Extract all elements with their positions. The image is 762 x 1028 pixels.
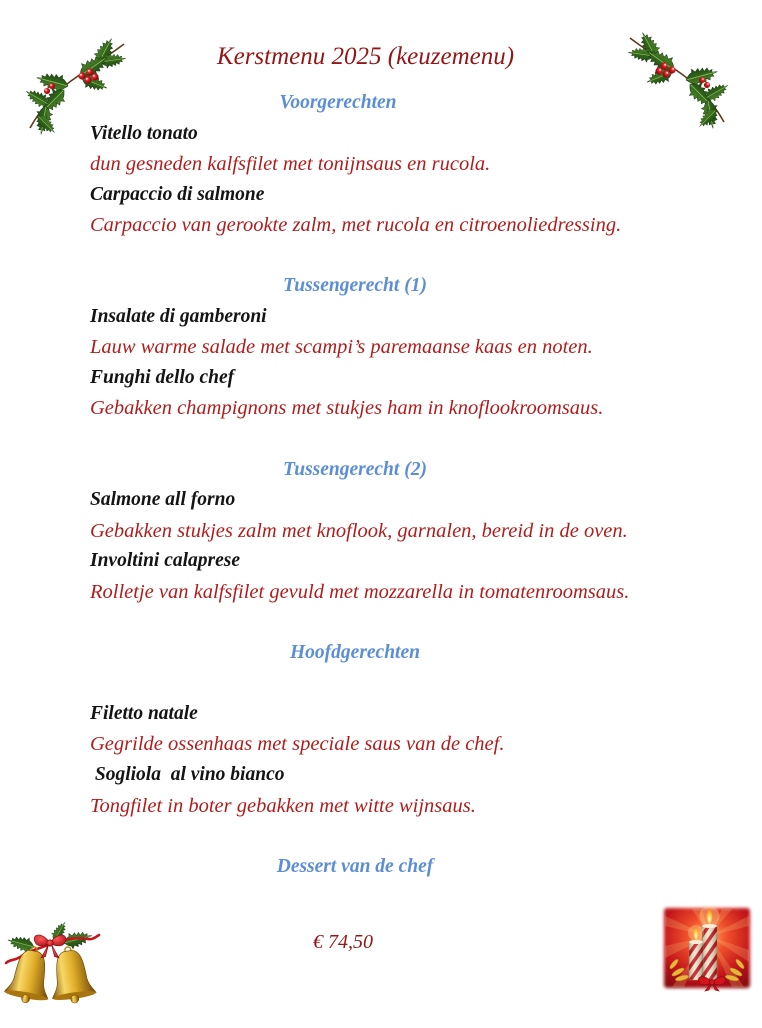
course-heading: Hoofdgerechten	[290, 641, 420, 663]
menu-body	[90, 88, 630, 882]
dish-name: Carpaccio di salmone	[90, 183, 265, 205]
christmas-candles-image	[662, 906, 752, 992]
dish-name: Involtini calaprese	[90, 550, 241, 572]
dish-name: Vitello tonato	[90, 122, 198, 144]
course-section	[90, 852, 620, 883]
dish-description: Carpaccio van gerookte zalm, met rucola en citroenoliedressing.	[90, 214, 622, 237]
course-section	[90, 638, 620, 821]
course-heading: Voorgerechten	[279, 92, 397, 113]
course-heading: Tussengerecht (1)	[283, 275, 427, 297]
dish-name: Insalate di gamberoni	[90, 305, 267, 327]
christmas-bells-image	[4, 927, 100, 1003]
dish-name: Sogliola al vino bianco	[90, 764, 285, 786]
course-section	[90, 271, 620, 424]
course-heading: Tussengerecht (2)	[283, 458, 427, 480]
dish-description: Tongfilet in boter gebakken met witte wijnsaus.	[90, 794, 476, 817]
dish-description: Lauw warme salade met scampi’s paremaanse kaas en noten.	[90, 336, 593, 359]
dish-description: Rolletje van kalfsfilet gevuld met mozzarella in tomatenroomsaus.	[90, 580, 630, 603]
dish-description: Gebakken champignons met stukjes ham in knoflookroomsaus.	[90, 397, 604, 420]
course-section	[90, 88, 620, 241]
course-heading: Dessert van de chef	[276, 855, 434, 877]
dish-description: dun gesneden kalfsfilet met tonijnsaus en rucola.	[90, 153, 491, 176]
course-section	[90, 455, 630, 608]
menu-price: € 74,50	[313, 931, 373, 953]
dish-name: Filetto natale	[90, 702, 198, 724]
dish-description: Gegrilde ossenhaas met speciale saus van de chef.	[90, 733, 505, 756]
dish-name: Salmone all forno	[90, 489, 236, 511]
dish-description: Gebakken stukjes zalm met knoflook, garnalen, bereid in de oven.	[90, 519, 628, 542]
dish-name: Funghi dello chef	[90, 366, 235, 388]
menu-title: Kerstmenu 2025 (keuzemenu)	[216, 43, 515, 70]
